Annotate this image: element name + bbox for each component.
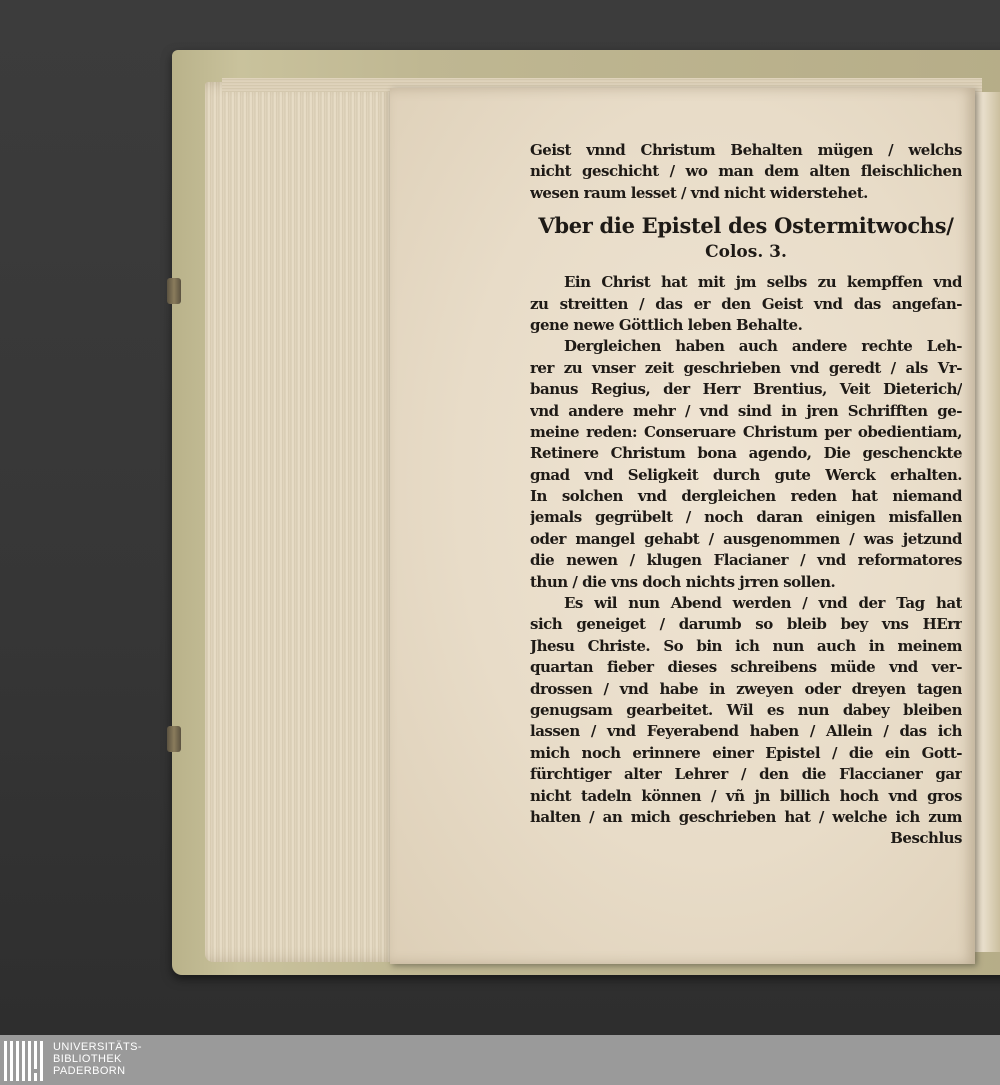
clasp-icon bbox=[167, 278, 181, 304]
text-line: lassen / vnd Feyerabend haben / Allein / das ich bbox=[530, 722, 962, 741]
text-line: zu streitten / das er den Geist vnd das angefan- bbox=[530, 294, 962, 313]
next-page-edge bbox=[972, 92, 1000, 952]
text-line: In solchen vnd dergleichen reden hat niemand bbox=[530, 487, 962, 506]
text-line: thun / die vns doch nichts jrren sollen. bbox=[530, 572, 836, 591]
text-line: Dergleichen haben auch andere rechte Leh- bbox=[564, 337, 962, 356]
clasp-icon bbox=[167, 726, 181, 752]
library-name-line: BIBLIOTHEK bbox=[53, 1053, 122, 1065]
text-line: mich noch erinnere einer Epistel / die ein Gott- bbox=[530, 743, 962, 762]
text-line: Geist vnnd Christum Behalten mügen / welchs bbox=[530, 141, 962, 159]
library-logo-icon bbox=[2, 1037, 46, 1083]
text-line: gnad vnd Seligkeit durch gute Werck erhalten. bbox=[530, 465, 962, 484]
text-line: quartan fieber dieses schreibens müde vnd ver- bbox=[530, 658, 962, 677]
text-line: Retinere Christum bona agendo, Die geschenckte bbox=[530, 444, 962, 463]
text-line: drossen / vnd habe in zweyen oder dreyen tagen bbox=[530, 679, 962, 698]
page-text bbox=[530, 140, 962, 850]
footer-bar bbox=[0, 1035, 1000, 1085]
text-line: nicht tadeln können / vñ jn billich hoch vnd gros bbox=[530, 786, 962, 805]
text-line: jemals gegrübelt / noch daran einigen misfallen bbox=[530, 508, 962, 527]
text-line: vnd andere mehr / vnd sind in jren Schrifften ge- bbox=[530, 401, 962, 420]
page-block-edge bbox=[205, 82, 400, 962]
text-line: wesen raum lesset / vnd nicht widerstehet. bbox=[530, 183, 868, 202]
text-line: die newen / klugen Flacianer / vnd reformatores bbox=[530, 551, 962, 570]
text-line: sich geneiget / darumb so bleib bey vns HErr bbox=[530, 615, 962, 634]
section-heading: Vber die Epistel des Ostermitwochs/ bbox=[538, 213, 954, 239]
text-line: rer zu vnser zeit geschrieben vnd geredt / als Vr- bbox=[530, 358, 962, 377]
section-subheading: Colos. 3. bbox=[705, 242, 787, 263]
text-line: fürchtiger alter Lehrer / den die Flaccianer gar bbox=[530, 765, 962, 784]
library-name-line: PADERBORN bbox=[53, 1065, 126, 1077]
text-line: halten / an mich geschrieben hat / welche ich zum bbox=[530, 807, 962, 826]
text-line: nicht geschicht / wo man dem alten fleischlichen bbox=[530, 162, 962, 181]
text-line: Ein Christ hat mit jm selbs zu kempffen vnd bbox=[564, 273, 962, 292]
text-line: Jhesu Christe. So bin ich nun auch in meinem bbox=[530, 636, 962, 655]
text-line: Es wil nun Abend werden / vnd der Tag hat bbox=[564, 594, 962, 613]
text-line: gene newe Göttlich leben Behalte. bbox=[530, 315, 803, 334]
text-line: banus Regius, der Herr Brentius, Veit Dieterich/ bbox=[530, 380, 962, 399]
library-name-line: UNIVERSITÄTS- bbox=[53, 1041, 142, 1053]
text-line: genugsam gearbeitet. Wil es nun dabey bleiben bbox=[530, 700, 962, 719]
text-line: oder mangel gehabt / ausgenommen / was jetzund bbox=[530, 529, 962, 548]
library-name bbox=[53, 1041, 142, 1077]
catchword: Beschlus bbox=[890, 829, 962, 848]
text-line: meine reden: Conseruare Christum per obedientiam, bbox=[530, 422, 962, 441]
